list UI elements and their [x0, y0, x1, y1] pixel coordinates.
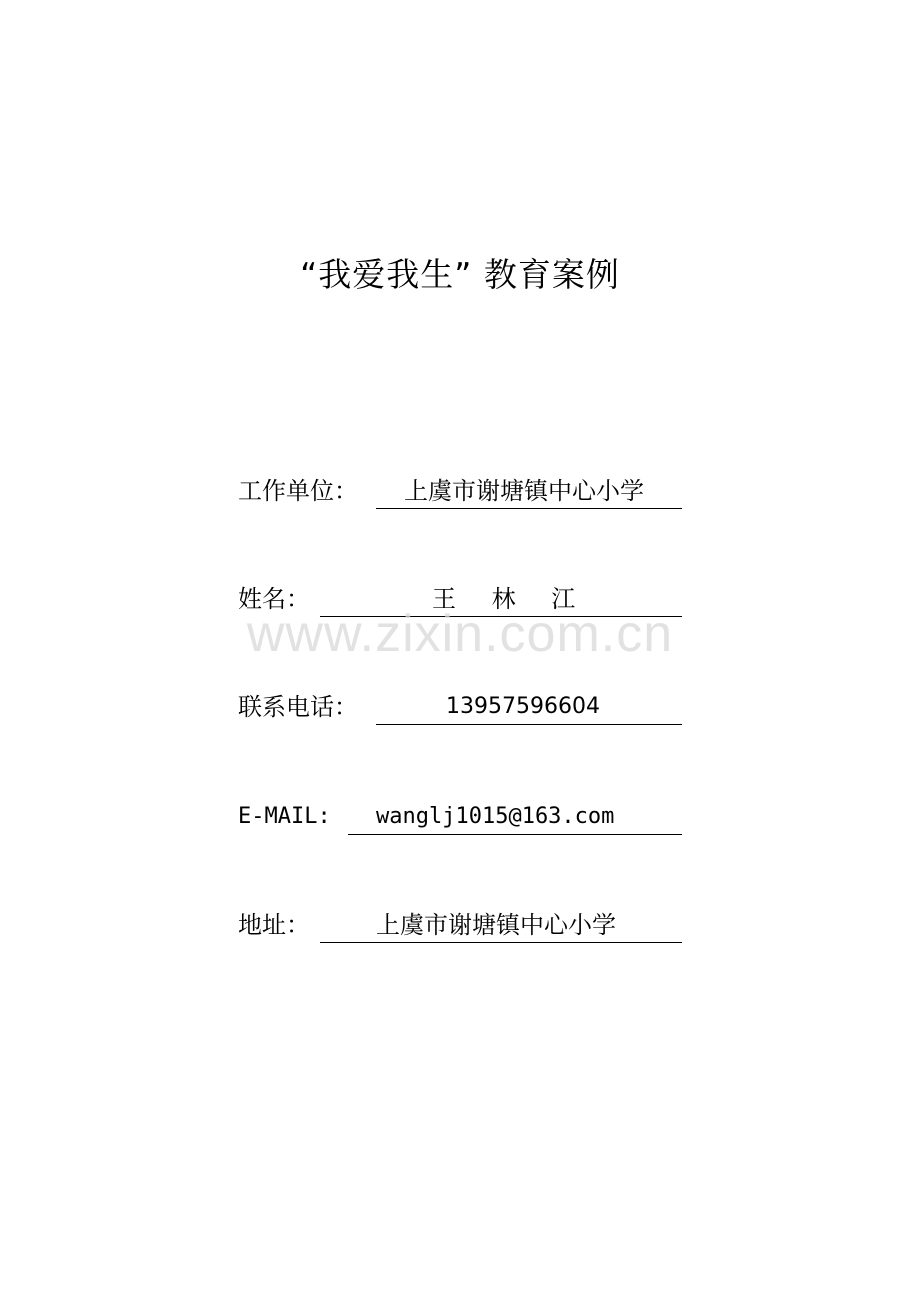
field-label-phone: 联系电话：: [238, 693, 358, 721]
field-phone: [238, 690, 698, 726]
document-title: “我爱我生” 教育案例: [300, 255, 620, 294]
watermark: www.zixin.com.cn: [246, 605, 674, 663]
field-work-unit: [238, 474, 698, 510]
field-address: [238, 908, 698, 944]
field-label-address: 地址：: [238, 911, 310, 939]
field-label-name: 姓名：: [238, 585, 310, 613]
field-label-email: E-MAIL:: [238, 804, 331, 829]
field-value-phone: 13957596604: [446, 694, 600, 719]
field-value-work-unit: 上虞市谢塘镇中心小学: [404, 477, 644, 505]
field-email: [238, 800, 698, 836]
field-label-work-unit: 工作单位：: [238, 477, 358, 505]
field-value-name: 王 林 江: [432, 585, 576, 613]
field-value-email: wanglj1015@163.com: [376, 804, 615, 829]
field-value-address: 上虞市谢塘镇中心小学: [376, 911, 616, 939]
